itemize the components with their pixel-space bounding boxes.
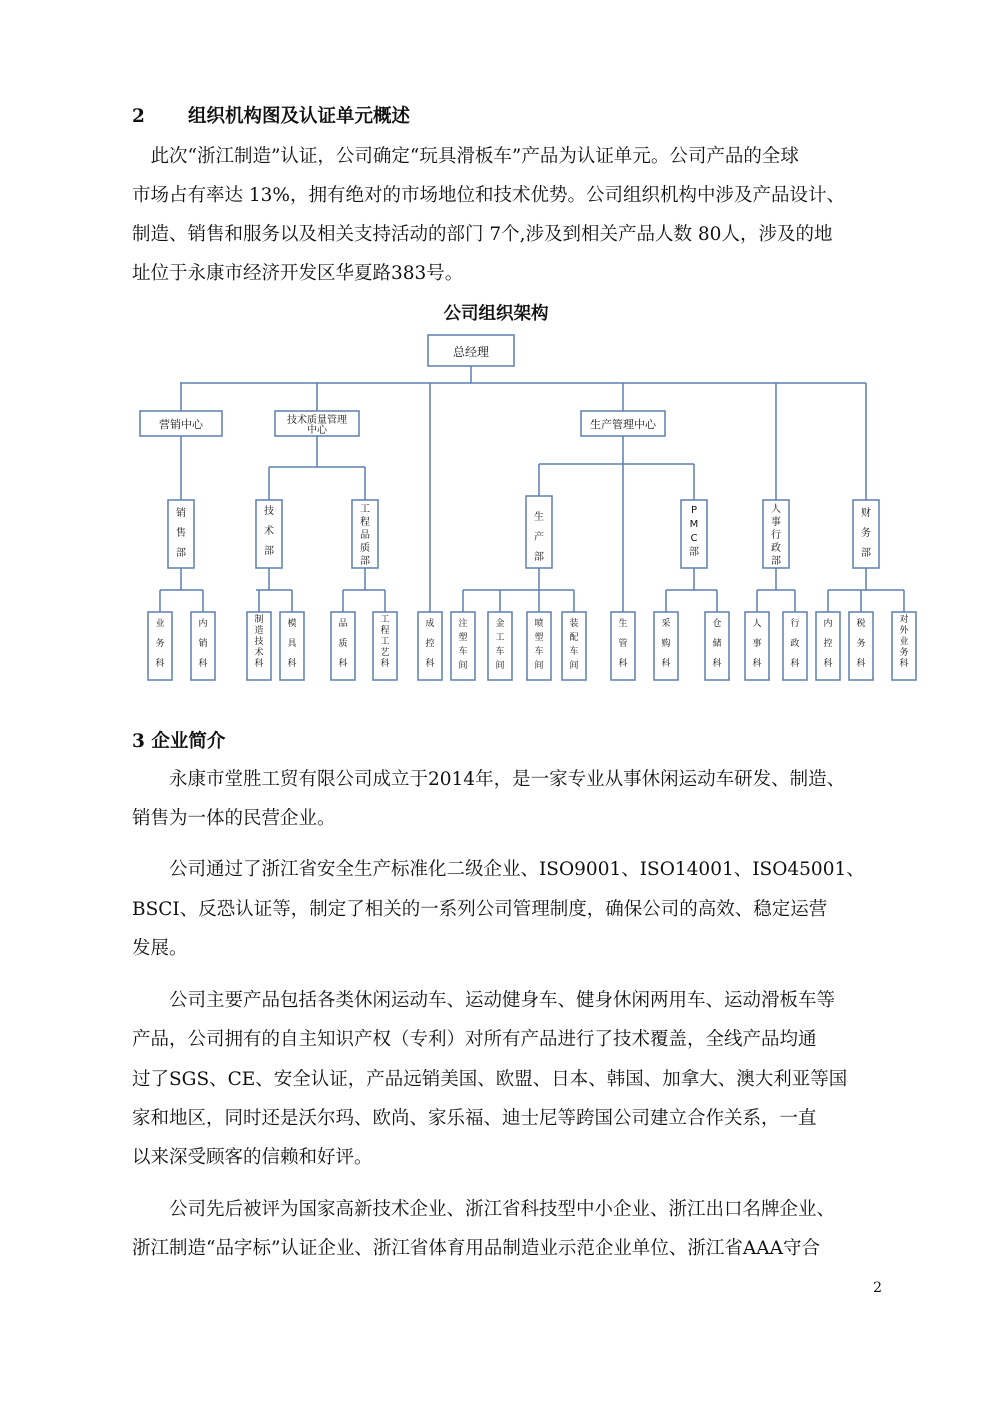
org-node-section-label: 事: [752, 639, 762, 649]
section3-heading: [132, 730, 892, 754]
org-node-section-label: 间: [495, 661, 505, 671]
org-node-section-label: 税: [856, 619, 866, 629]
org-node-department-label: 行: [771, 530, 781, 541]
org-node-section-label: 喷: [534, 619, 544, 629]
org-node-section-label: 购: [661, 639, 671, 649]
org-node-section-label: 人: [752, 619, 762, 629]
org-node-section-label: 制: [254, 615, 264, 625]
org-node-section-label: 塑: [534, 633, 544, 643]
org-node-section-label: 模: [287, 619, 297, 629]
org-node-section-label: 科: [823, 659, 833, 669]
org-node-section-label: 金: [495, 619, 505, 629]
org-node-section-label: 成: [425, 619, 435, 629]
org-node-section-label: 术: [254, 648, 264, 658]
org-node-section-label: 工: [380, 615, 390, 625]
section3-line: 永康市堂胜工贸有限公司成立于2014年，是一家专业从事休闲运动车研发、制造、: [132, 769, 846, 790]
section3-line: 公司主要产品包括各类休闲运动车、运动健身车、健身休闲两用车、运动滑板车等: [132, 990, 836, 1011]
org-node-section-label: 生: [618, 619, 628, 629]
section3-line: 产品，公司拥有的自主知识产权（专利）对所有产品进行了技术覆盖，全线产品均通: [132, 1029, 817, 1050]
org-node-section-label: 控: [425, 639, 435, 649]
org-node-department-label: 销: [176, 508, 186, 519]
section3-line: 公司通过了浙江省安全生产标准化二级企业、ISO9001、ISO14001、ISO45001、: [132, 859, 865, 880]
org-node-section-label: 务: [155, 639, 165, 649]
org-node-section-label: 内: [198, 619, 208, 629]
org-node-section-label: 程: [380, 626, 390, 636]
org-node-department-label: 务: [861, 528, 871, 539]
org-node-section-label: 品: [338, 619, 348, 629]
org-node-department-label: 程: [360, 517, 370, 528]
org-node-section-label: 科: [380, 659, 390, 669]
section3-line: 销售为一体的民营企业。: [132, 808, 336, 829]
org-node-section-label: 业: [155, 619, 165, 629]
section3-line: 发展。: [132, 938, 188, 959]
org-node-section-label: 工: [380, 637, 390, 647]
section3-title: 企业简介: [151, 731, 226, 752]
org-node-section-label: 科: [790, 659, 800, 669]
org-node-section-label: 内: [823, 619, 833, 629]
org-node-department-label: 部: [176, 548, 186, 559]
org-node-section-label: 科: [425, 659, 435, 669]
section2-line: 制造、销售和服务以及相关支持活动的部门 7个,涉及到相关产品人数 80人，涉及的地: [132, 224, 833, 245]
org-node-center-label: 中心: [307, 425, 327, 436]
org-node-section-label: 科: [712, 659, 722, 669]
org-node-department-label: 部: [861, 548, 871, 559]
org-node-section-label: 车: [569, 647, 579, 657]
section2-line: 此次“浙江制造”认证，公司确定“玩具滑板车”产品为认证单元。公司产品的全球: [132, 146, 799, 167]
section2-line: 市场占有率达 13%，拥有绝对的市场地位和技术优势。公司组织机构中涉及产品设计、: [132, 185, 846, 206]
org-node-section-label: 造: [254, 626, 264, 636]
org-node-section-label: 科: [899, 659, 909, 669]
org-chart: [0, 0, 992, 700]
org-node-department-label: 部: [360, 556, 370, 567]
org-node-center-label: 营销中心: [159, 418, 203, 431]
org-node-section-label: 具: [287, 639, 297, 649]
section2-line: 址位于永康市经济开发区华夏路383号。: [132, 263, 464, 284]
org-node-section-label: 对: [899, 615, 909, 625]
org-node-department-label: 售: [176, 528, 186, 539]
org-node-section-label: 科: [618, 659, 628, 669]
org-node-section-label: 科: [155, 659, 165, 669]
org-node-department-label: P: [690, 505, 698, 516]
section3-line: 公司先后被评为国家高新技术企业、浙江省科技型中小企业、浙江出口名牌企业、: [132, 1199, 836, 1220]
org-node-section-label: 装: [569, 619, 579, 629]
org-node-department-label: 品: [360, 530, 370, 541]
org-node-section-label: 政: [790, 639, 800, 649]
org-node-section-label: 艺: [380, 648, 390, 658]
org-node-section-label: 工: [495, 633, 505, 643]
section3-line: 家和地区，同时还是沃尔玛、欧尚、家乐福、迪士尼等跨国公司建立合作关系，一直: [132, 1108, 817, 1129]
org-node-section-label: 科: [752, 659, 762, 669]
org-node-center-label: 生产管理中心: [590, 418, 656, 431]
org-node-section-label: 行: [790, 619, 800, 629]
org-node-section-label: 外: [899, 626, 909, 636]
org-node-section-label: 科: [856, 659, 866, 669]
org-node-section-label: 科: [287, 659, 297, 669]
org-node-section-label: 业: [899, 637, 909, 647]
org-node-department-label: C: [690, 533, 698, 544]
org-node-department-label: 部: [264, 546, 274, 557]
org-node-department-label: 政: [771, 543, 781, 554]
org-node-section-label: 间: [534, 661, 544, 671]
org-node-department-label: 事: [771, 517, 781, 528]
section2-title: 组织机构图及认证单元概述: [188, 106, 411, 127]
org-node-root-label: 总经理: [452, 345, 490, 359]
org-node-section-label: 塑: [458, 633, 468, 643]
org-node-section-label: 科: [254, 659, 264, 669]
org-node-department-label: 工: [360, 504, 370, 515]
section3-number: 3: [132, 731, 145, 752]
org-node-department-label: 生: [534, 512, 544, 523]
org-node-department-label: 财: [861, 508, 871, 519]
org-node-section-label: 间: [569, 661, 579, 671]
org-node-section-label: 科: [198, 659, 208, 669]
section3-line: 浙江制造“品字标”认证企业、浙江省体育用品制造业示范企业单位、浙江省AAA守合: [132, 1238, 820, 1259]
org-node-department-label: 质: [360, 543, 370, 554]
org-node-department-label: 技: [264, 506, 274, 517]
org-node-department-label: 部: [534, 552, 544, 563]
org-node-section-label: 采: [661, 619, 671, 629]
org-node-department-label: 部: [689, 547, 699, 558]
org-chart-title: 公司组织架构: [443, 304, 549, 324]
org-node-department-label: 产: [534, 532, 544, 543]
org-node-section-label: 销: [198, 639, 208, 649]
org-node-section-label: 务: [899, 648, 909, 658]
org-node-section-label: 仓: [712, 619, 722, 629]
org-node-center-label: 技术质量管理: [287, 415, 347, 426]
org-node-department-label: 术: [264, 526, 274, 537]
org-node-department-label: 部: [771, 556, 781, 567]
org-node-section-label: 车: [534, 647, 544, 657]
org-node-section-label: 车: [458, 647, 468, 657]
org-node-section-label: 管: [618, 639, 628, 649]
org-node-department-label: M: [689, 519, 699, 530]
org-node-section-label: 注: [458, 619, 468, 629]
section3-line: 以来深受顾客的信赖和好评。: [132, 1147, 373, 1168]
org-node-section-label: 科: [338, 659, 348, 669]
section3-line: 过了SGS、CE、安全认证，产品远销美国、欧盟、日本、韩国、加拿大、澳大利亚等国: [132, 1069, 848, 1090]
org-node-department-label: 人: [771, 504, 781, 515]
page-number: 2: [873, 1280, 882, 1296]
section2-number: 2: [132, 106, 145, 127]
org-node-section-label: 间: [458, 661, 468, 671]
org-node-section-label: 控: [823, 639, 833, 649]
org-node-section-label: 务: [856, 639, 866, 649]
org-node-section-label: 科: [661, 659, 671, 669]
org-node-section-label: 技: [254, 637, 264, 647]
section3-line: BSCI、反恐认证等，制定了相关的一系列公司管理制度，确保公司的高效、稳定运营: [132, 899, 828, 920]
org-node-section-label: 车: [495, 647, 505, 657]
org-node-section-label: 配: [569, 633, 579, 643]
org-node-section-label: 储: [712, 639, 722, 649]
org-node-section-label: 质: [338, 639, 348, 649]
